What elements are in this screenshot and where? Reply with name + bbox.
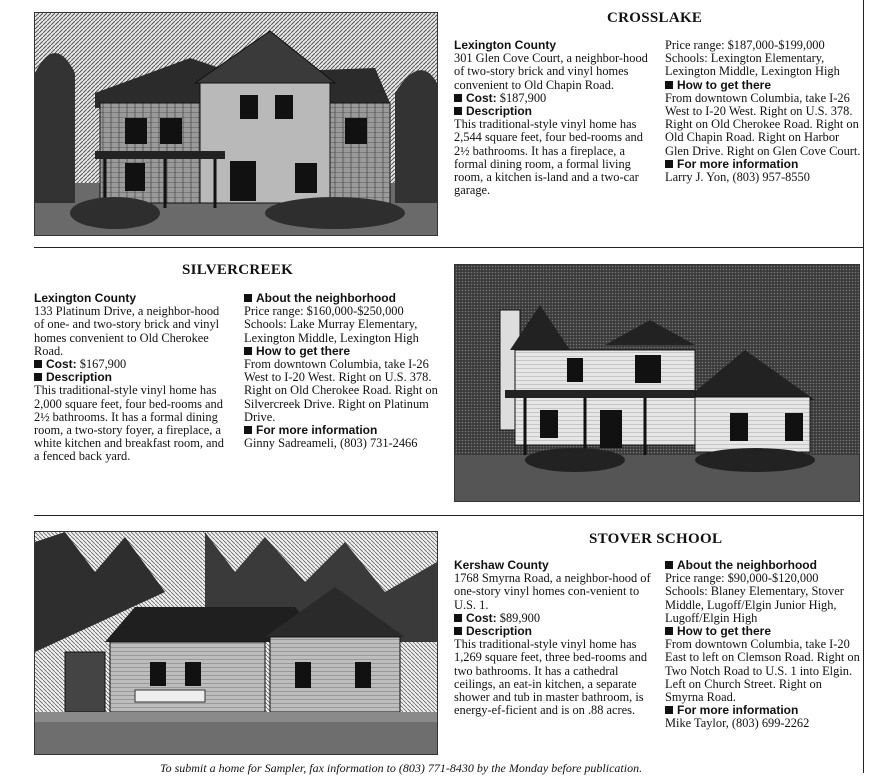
listing-title-crosslake: CROSSLAKE bbox=[607, 10, 703, 26]
right-column-rule bbox=[863, 0, 864, 773]
section-divider-1 bbox=[34, 247, 863, 248]
description-text: This traditional-style vinyl home has 1,269 square feet, three bed-rooms and two bathrooms. It has a cathedral ceilings, an eat-in kitchen, a separate shower and tub in master bathroom, is energy-ef-ficient and is on .88 acres. bbox=[454, 637, 648, 718]
bullet-square-icon bbox=[454, 107, 462, 115]
cost-value: $167,900 bbox=[79, 357, 127, 372]
directions-label: How to get there bbox=[677, 77, 772, 92]
county-label: Kershaw County bbox=[454, 558, 549, 572]
description-text: This traditional-style vinyl home has 2,000 square feet, four bed-rooms and 2½ bathrooms. It has a formal dining room, a two-story foyer, a fireplace, a white kitchen and breakfast room, and a fenced back yard. bbox=[34, 383, 224, 464]
county-label: Lexington County bbox=[454, 38, 556, 52]
bullet-square-icon bbox=[244, 294, 252, 302]
price-range: Price range: $90,000-$120,000 bbox=[665, 571, 819, 586]
bullet-square-icon bbox=[244, 347, 252, 355]
bullet-square-icon bbox=[665, 160, 673, 168]
listing-title-stover-school: STOVER SCHOOL bbox=[589, 531, 723, 547]
county-label: Lexington County bbox=[34, 291, 136, 305]
bullet-square-icon bbox=[454, 94, 462, 102]
cost-label: Cost: bbox=[46, 357, 77, 372]
contact-text: Mike Taylor, (803) 699-2262 bbox=[665, 716, 810, 731]
price-range: Price range: $160,000-$250,000 bbox=[244, 304, 404, 319]
address-text: 301 Glen Cove Court, a neighbor-hood of two-story brick and vinyl homes convenient to Old Chapin Road. bbox=[454, 51, 648, 92]
neighborhood-label: About the neighborhood bbox=[677, 558, 817, 572]
schools-text: Schools: Blaney Elementary, Stover Middle, Lugoff/Elgin Junior High, Lugoff/Elgin High bbox=[665, 584, 844, 625]
bullet-square-icon bbox=[665, 627, 673, 635]
bullet-square-icon bbox=[665, 81, 673, 89]
info-label: For more information bbox=[256, 423, 378, 438]
stover-school-column-1 bbox=[454, 559, 656, 717]
directions-text: From downtown Columbia, take I-26 West to I-20 West. Right on U.S. 378. Right on Old Cherokee Road. Right on Old Chapin Road. Right on Harbor Glen Drive. Right on Glen Cove Court. bbox=[665, 90, 861, 158]
description-label: Description bbox=[46, 370, 113, 385]
footer-submission-note: To submit a home for Sampler, fax information to (803) 771-8430 by the Monday before publication. bbox=[160, 761, 643, 775]
cost-value: $89,900 bbox=[499, 610, 541, 625]
section-divider-2 bbox=[34, 515, 863, 516]
crosslake-column-1 bbox=[454, 39, 656, 197]
info-label: For more information bbox=[677, 703, 799, 718]
cost-value: $187,900 bbox=[499, 90, 547, 105]
directions-text: From downtown Columbia, take I-20 East to left on Clemson Road. Right on Two Notch Road to U.S. 1 into Elgin. Left on Church Street. Right on Smyrna Road. bbox=[665, 637, 860, 705]
address-text: 133 Platinum Drive, a neighbor-hood of one- and two-story brick and vinyl homes convenient to Old Cherokee Road. bbox=[34, 304, 220, 358]
contact-text: Ginny Sadreameli, (803) 731-2466 bbox=[244, 436, 418, 451]
address-text: 1768 Smyrna Road, a neighbor-hood of one-story vinyl homes con-venient to U.S. 1. bbox=[454, 571, 651, 612]
bullet-square-icon bbox=[34, 360, 42, 368]
info-label: For more information bbox=[677, 156, 799, 171]
bullet-square-icon bbox=[665, 561, 673, 569]
bullet-square-icon bbox=[665, 706, 673, 714]
crosslake-column-2 bbox=[665, 39, 861, 184]
price-range: Price range: $187,000-$199,000 bbox=[665, 38, 825, 52]
bullet-square-icon bbox=[34, 373, 42, 381]
schools-text: Schools: Lake Murray Elementary, Lexington Middle, Lexington High bbox=[244, 317, 419, 345]
schools-text: Schools: Lexington Elementary, Lexington Middle, Lexington High bbox=[665, 51, 840, 79]
neighborhood-label: About the neighborhood bbox=[256, 291, 396, 305]
house-photo-silvercreek bbox=[454, 264, 860, 502]
description-label: Description bbox=[466, 624, 533, 639]
directions-label: How to get there bbox=[256, 343, 351, 358]
house-photo-crosslake bbox=[34, 12, 438, 236]
cost-label: Cost: bbox=[466, 90, 497, 105]
contact-text: Larry J. Yon, (803) 957-8550 bbox=[665, 170, 810, 185]
silvercreek-column-1 bbox=[34, 292, 232, 464]
house-photo-stover-school bbox=[34, 531, 438, 755]
description-text: This traditional-style vinyl home has 2,544 square feet, four bed-rooms and 2½ bathrooms. It has a fireplace, a formal dining room, a formal living room, a kitchen is-land and a two-car garage. bbox=[454, 117, 643, 198]
bullet-square-icon bbox=[454, 614, 462, 622]
silvercreek-column-2 bbox=[244, 292, 440, 450]
stover-school-column-2 bbox=[665, 559, 861, 731]
cost-label: Cost: bbox=[466, 610, 497, 625]
directions-text: From downtown Columbia, take I-26 West to I-20 West. Right on U.S. 378. Right on Old Cherokee Road. Right on Silvercreek Drive. Right on Platinum Drive. bbox=[244, 357, 438, 424]
bullet-square-icon bbox=[454, 627, 462, 635]
listing-title-silvercreek: SILVERCREEK bbox=[182, 262, 294, 278]
bullet-square-icon bbox=[244, 426, 252, 434]
directions-label: How to get there bbox=[677, 624, 772, 639]
description-label: Description bbox=[466, 104, 533, 119]
